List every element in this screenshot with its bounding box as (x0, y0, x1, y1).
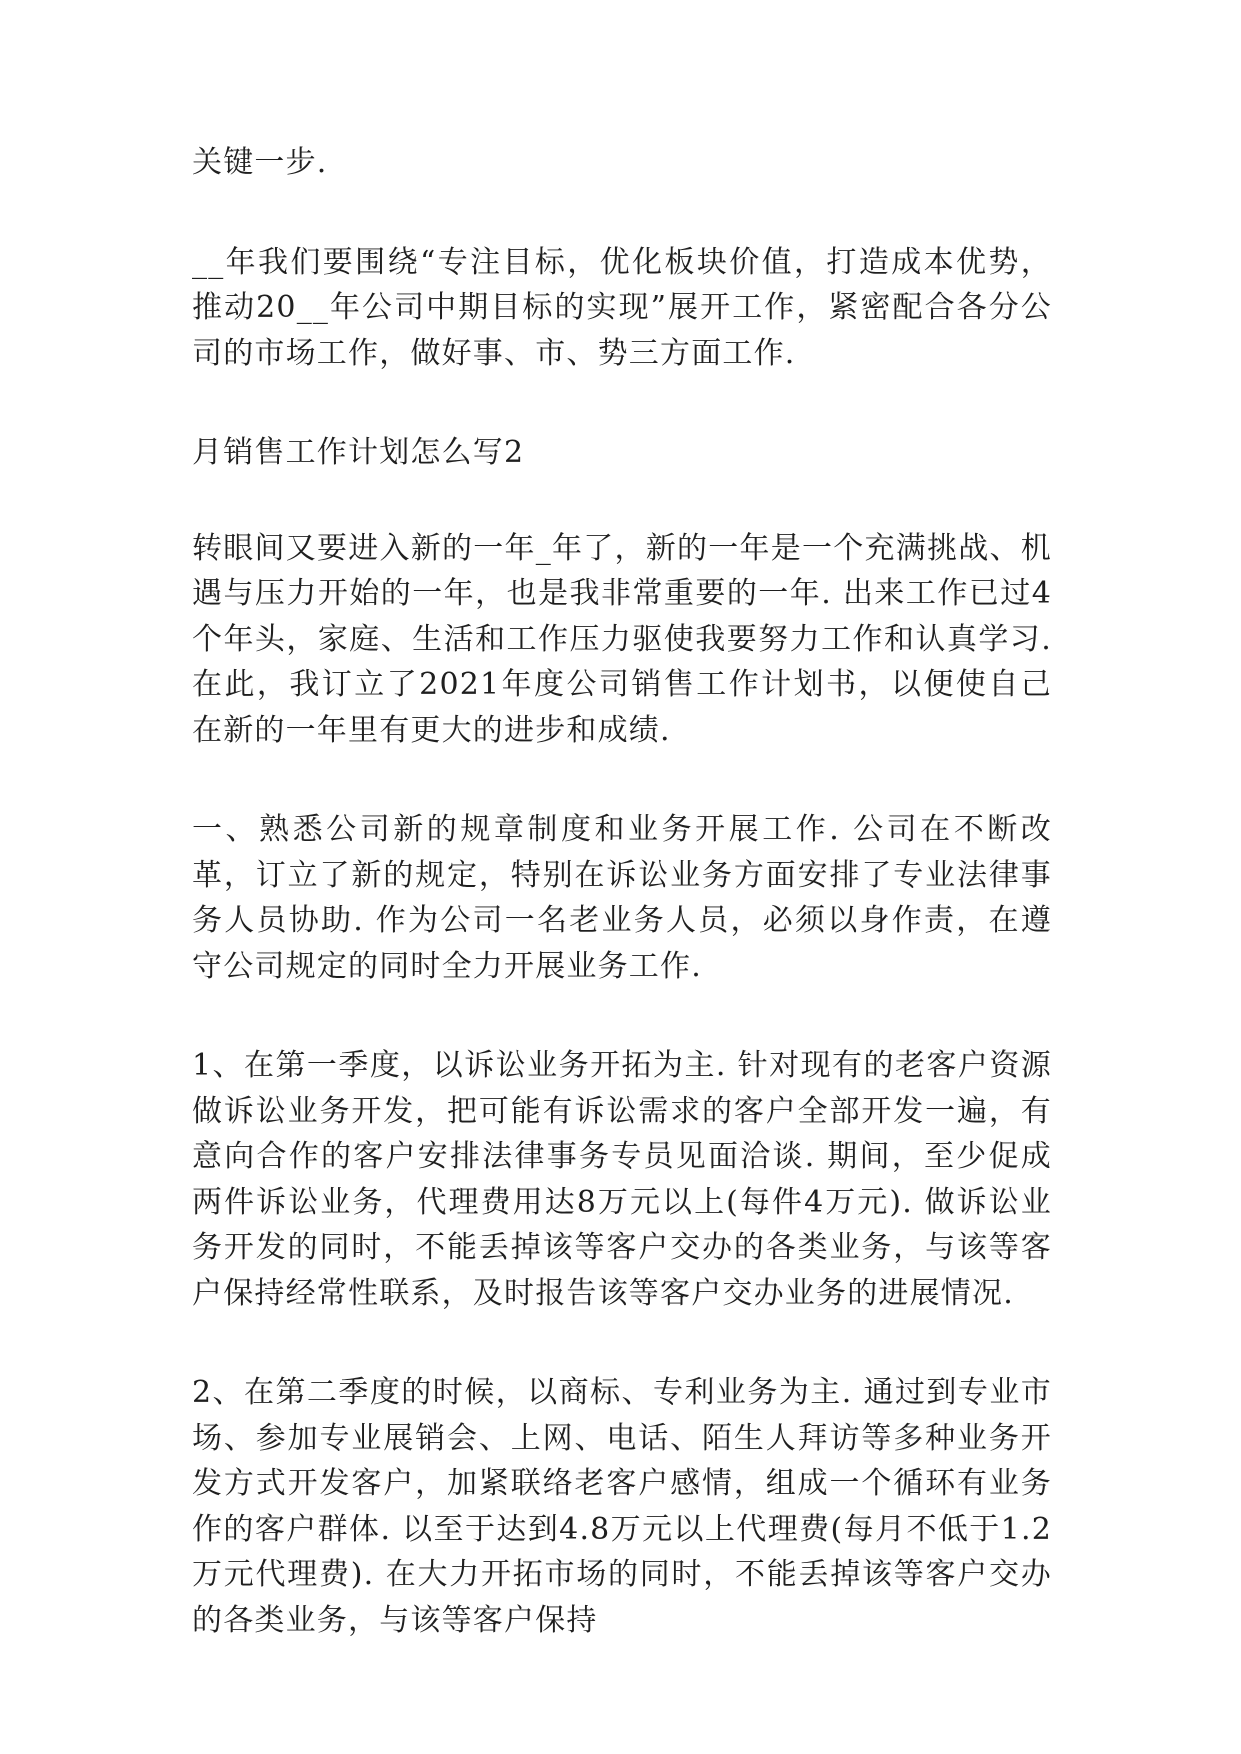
paragraph-rules-and-business: 一、熟悉公司新的规章制度和业务开展工作. 公司在不断改革，订立了新的规定，特别在诉讼业务方面安排了专业法律事务人员协助. 作为公司一名老业务人员，必须以身作责，在遵守公司规定的同时全力开展业务工作. (192, 812, 1052, 984)
paragraph-new-year-intro: 转眼间又要进入新的一年_年了，新的一年是一个充满挑战、机遇与压力开始的一年，也是我非常重要的一年. 出来工作已过4个年头，家庭、生活和工作压力驱使我要努力工作和认真学习. 在此，我订立了2021年度公司销售工作计划书，以便使自己在新的一年里有更大的进步和成绩. (192, 530, 1052, 748)
paragraph-first-quarter: 1、在第一季度，以诉讼业务开拓为主. 针对现有的老客户资源做诉讼业务开发，把可能有诉讼需求的客户全部开发一遍，有意向合作的客户安排法律事务专员见面洽谈. 期间，至少促成两件诉讼业务，代理费用达8万元以上(每件4万元). 做诉讼业务开发的同时，不能丢掉该等客户交办的各类业务，与该等客户保持经常性联系，及时报告该等客户交办业务的进展情况. (192, 1048, 1052, 1311)
document-body (192, 140, 1052, 1697)
paragraph-key-step: 关键一步. (192, 145, 328, 180)
paragraph-second-quarter: 2、在第二季度的时候，以商标、专利业务为主. 通过到专业市场、参加专业展销会、上网、电话、陌生人拜访等多种业务开发方式开发客户，加紧联络老客户感情，组成一个循环有业务作的客户群体. 以至于达到4.8万元以上代理费(每月不低于1.2万元代理费). 在大力开拓市场的同时，不能丢掉该等客户交办的各类业务，与该等客户保持 (192, 1375, 1052, 1638)
section-heading: 月销售工作计划怎么写2 (192, 435, 525, 470)
paragraph-annual-focus: __年我们要围绕“专注目标，优化板块价值，打造成本优势，推动20__年公司中期目标的实现”展开工作，紧密配合各分公司的市场工作，做好事、市、势三方面工作. (192, 244, 1052, 371)
